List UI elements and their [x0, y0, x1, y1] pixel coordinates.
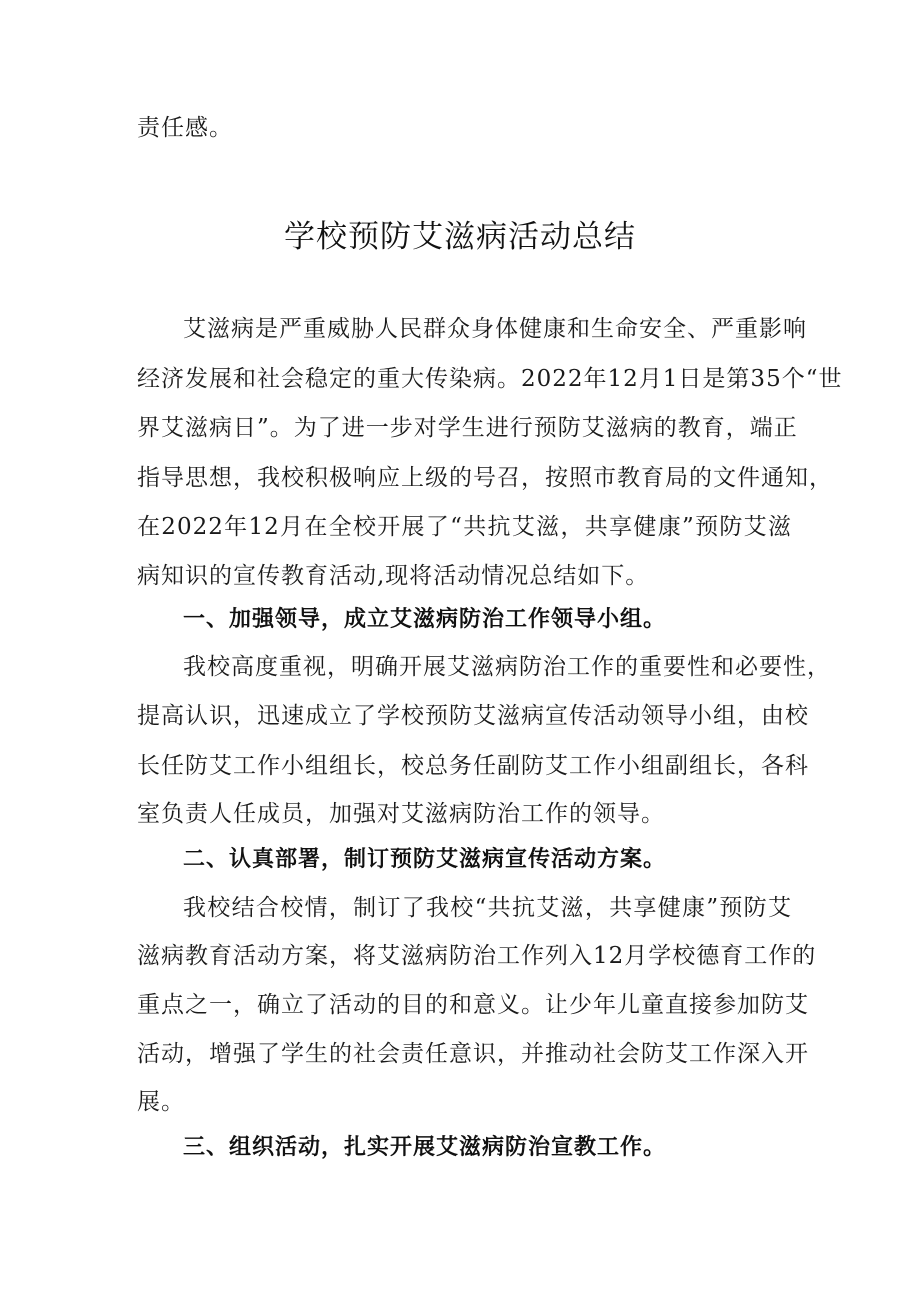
section-2-line-3: 重点之一，确立了活动的目的和意义。让少年儿童直接参加防艾: [137, 992, 809, 1018]
section-2-line-4: 活动，增强了学生的社会责任意识，并推动社会防艾工作深入开: [137, 1041, 809, 1067]
intro-line-1: 艾滋病是严重威胁人民群众身体健康和生命安全、严重影响: [183, 316, 807, 342]
top-fragment: 责任感。: [137, 115, 233, 141]
intro-line-2: 经济发展和社会稳定的重大传染病。2022年12月1日是第35个“世: [137, 366, 843, 392]
section-2-line-1: 我校结合校情，制订了我校“共抗艾滋，共享健康”预防艾: [183, 895, 792, 921]
intro-line-4: 指导思想，我校积极响应上级的号召，按照市教育局的文件通知，: [137, 465, 833, 491]
intro-line-5: 在2022年12月在全校开展了“共抗艾滋，共享健康”预防艾滋: [137, 514, 792, 540]
intro-line-6: 病知识的宣传教育活动,现将活动情况总结如下。: [137, 563, 650, 589]
section-2-heading: 二、认真部署，制订预防艾滋病宣传活动方案。: [183, 847, 667, 872]
section-2-line-5: 展。: [137, 1089, 185, 1115]
section-3-heading: 三、组织活动，扎实开展艾滋病防治宣教工作。: [183, 1135, 667, 1160]
section-1-line-2: 提高认识，迅速成立了学校预防艾滋病宣传活动领导小组，由校: [137, 703, 809, 729]
section-2-line-2: 滋病教育活动方案，将艾滋病防治工作列入12月学校德育工作的: [137, 943, 817, 969]
intro-line-3: 界艾滋病日”。为了进一步对学生进行预防艾滋病的教育，端正: [137, 415, 798, 441]
document-title: 学校预防艾滋病活动总结: [284, 219, 636, 255]
section-1-line-1: 我校高度重视，明确开展艾滋病防治工作的重要性和必要性，: [183, 654, 831, 680]
section-1-line-3: 长任防艾工作小组组长，校总务任副防艾工作小组副组长，各科: [137, 753, 809, 779]
section-1-line-4: 室负责人任成员，加强对艾滋病防治工作的领导。: [137, 801, 665, 827]
section-1-heading: 一、加强领导，成立艾滋病防治工作领导小组。: [183, 607, 667, 632]
